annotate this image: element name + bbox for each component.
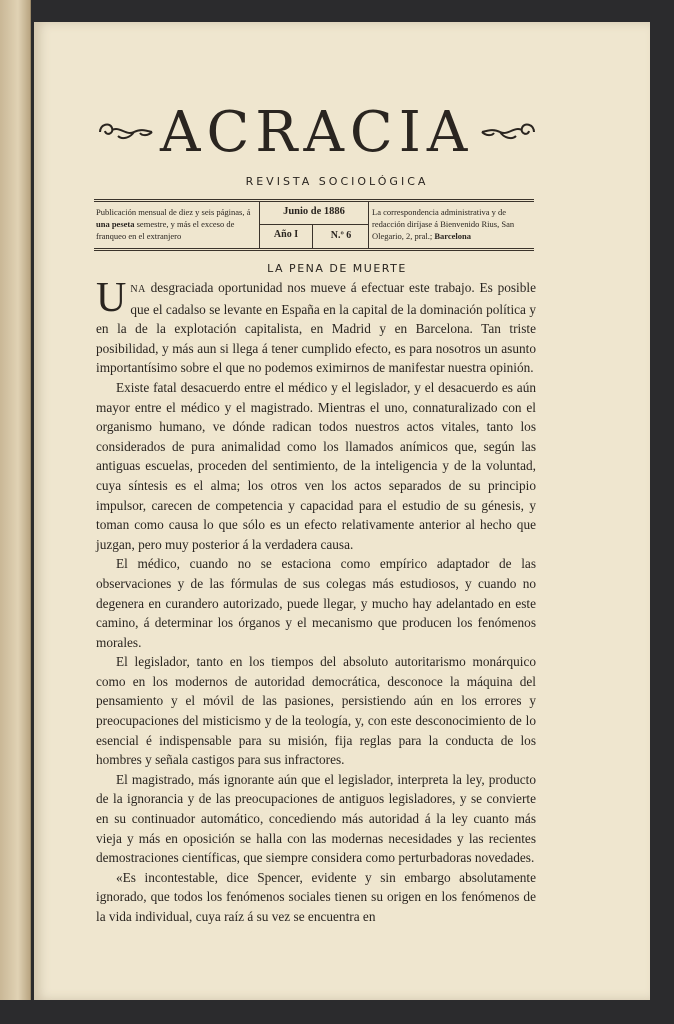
issue-date: Junio de 1886 <box>283 206 345 217</box>
left-ornament-icon <box>96 118 156 146</box>
correspondence-info: La correspondencia administrativa y de redacción diríjase á Bienvenido Rius, San Olegario, 2, pral.; Barcelona <box>372 207 515 241</box>
drop-cap: U <box>96 275 127 321</box>
article-paragraph: El legislador, tanto en los tiempos del absoluto autoritarismo monárquico como en los modernos de autoridad democrática, desconoce la máquina del pensamiento y el móvil de las pasiones, persistiendo aún en los errores y preocupaciones del misticismo y de la teología, y, con este desconocimiento de lo esencial é indispensable para su misión, fija reglas para la conducta de los hombres y señala castigos para sus infractores. <box>96 654 536 768</box>
article-body <box>96 275 536 927</box>
article-paragraph: El médico, cuando no se estaciona como empírico adaptador de las observaciones y de las fórmulas de sus colegas más estudiosos, y cuando no degenera en curandero autorizado, puede llegar, y mucho hay adelantado en este camino, á determinar los órganos y el mecanismo que producen los fenómenos morales. <box>96 556 536 650</box>
issue-info <box>259 202 369 248</box>
article-paragraph: El magistrado, más ignorante aún que el legislador, interpreta la ley, producto de la ignorancia y de las preocupaciones de antiguos legisladores, y se convierte en su continuador automático, concediendo más autoridad á la ley cuanto más vieja y más en oposición se halla con las modernas necesidades y las recientes demostraciones científicas, que siempre considera como perturbadoras novedades. <box>96 771 536 866</box>
article-paragraph: Existe fatal desacuerdo entre el médico y el legislador, y el desacuerdo es aún mayor entre el médico y el magistrado. Mientras el uno, connaturalizado con el organismo humano, ve dónde radican todos nuestros actos vitales, tanto los considerados de pura animalidad como los llamados anímicos que, según las antiguas escuelas, proceden del sentimiento, de la inteligencia y de la voluntad, cuya síntesis es el alma; los otros ven los actos separados de su principio impulsor, carecen de competencia y capacidad para el estudio de su génesis, y toman como causa lo que sólo es un efecto relativamente anterior al hecho que juzgan, pero muy posterior á la verdadera causa. <box>96 379 536 552</box>
masthead-subtitle: REVISTA SOCIOLÓGICA <box>245 175 429 188</box>
right-ornament-icon <box>478 118 538 146</box>
issue-number: N.º 6 <box>312 224 369 248</box>
subscription-info: Publicación mensual de diez y seis páginas, á una peseta semestre, y más el exceso de franqueo en el extranjero <box>96 207 251 241</box>
publication-info-box <box>94 199 534 251</box>
article-paragraph: «Es incontestable, dice Spencer, evidente y sin embargo absolutamente ignorado, que todos los fenómenos sociales tienen su origen en los fenómenos de la vida individual, cuya raíz á su vez se encuentra en <box>96 869 536 924</box>
issue-year: Año I <box>273 229 299 240</box>
masthead-title: ACRACIA <box>160 100 474 165</box>
facing-page-edge <box>0 0 31 1000</box>
article-heading: LA PENA DE MUERTE <box>267 262 407 275</box>
article-paragraph: UNA desgraciada oportunidad nos mueve á efectuar este trabajo. Es posible que el cadalso se levante en España en la capital de la dominación política y en la de la explotación capitalista, en Madrid y en Barcelona. Tan triste posibilidad, y más aun si llega á tener cumplido efecto, es para nosotros un asunto importantísimo sobre el que no podemos eximirnos de manifestar nuestra opinión. <box>96 275 536 376</box>
